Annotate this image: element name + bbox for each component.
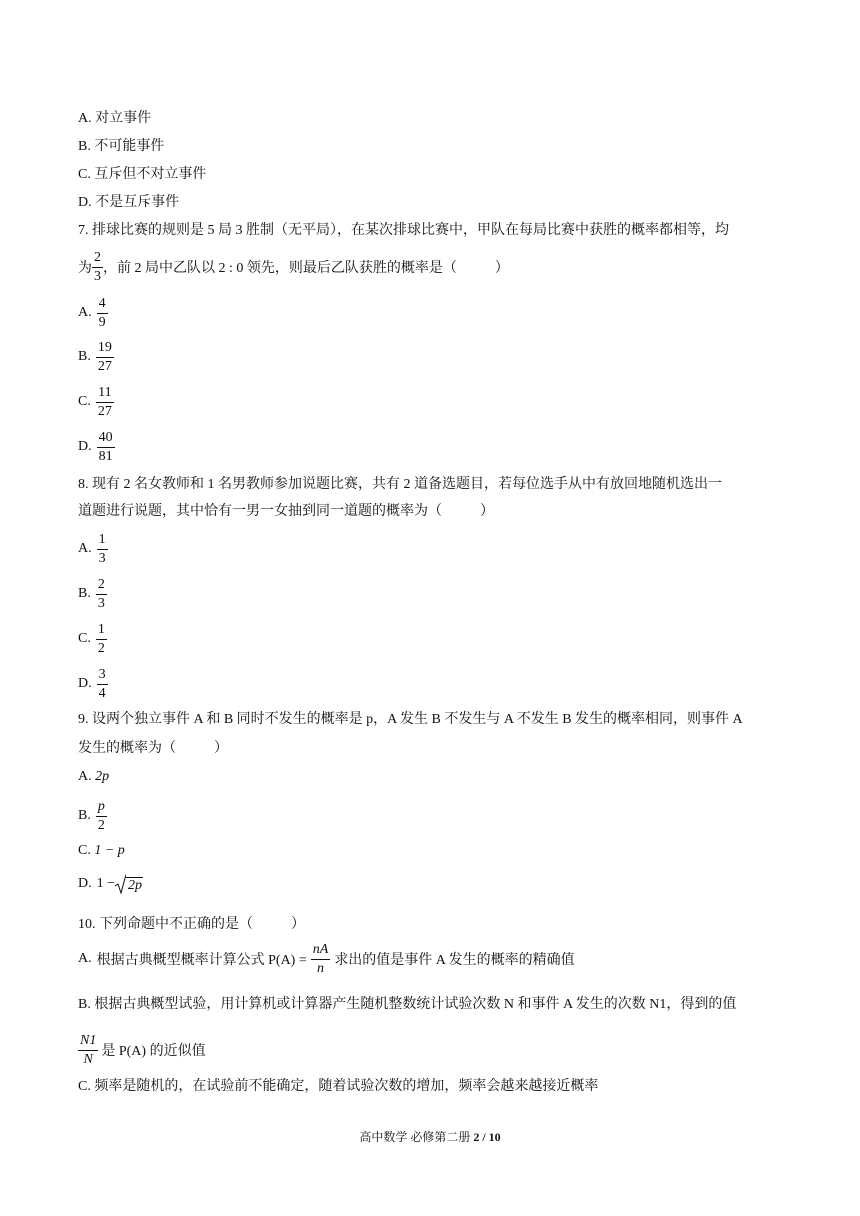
option-fraction: [97, 668, 108, 701]
q7-stem-post: ，前 2 局中乙队以 2 : 0 领先，则最后乙队获胜的概率是（: [103, 261, 457, 276]
q10-close-paren: ）: [291, 917, 305, 932]
option-label: C.: [78, 394, 91, 409]
q8-option-c: [78, 620, 107, 658]
fraction-numerator: 11: [98, 384, 112, 400]
q10-stem: [78, 916, 305, 934]
fraction-numerator: 40: [98, 429, 113, 445]
fraction-denominator: 3: [94, 268, 101, 284]
q7-option-d: [78, 428, 115, 466]
option-fraction: [97, 297, 108, 330]
q7-stem-line1: 7. 排球比赛的规则是 5 局 3 胜制（无平局），在某次排球比赛中，甲队在每局比赛中获胜的概率都相等，均: [78, 223, 729, 238]
q7-option-c: [78, 383, 114, 421]
option-label: A.: [78, 769, 92, 784]
option-text-pre: 1 −: [96, 876, 116, 891]
option-text: 1 − p: [94, 843, 125, 858]
q7-option-b: [78, 338, 114, 376]
option-text: 不可能事件: [94, 139, 165, 154]
option-text: 互斥但不对立事件: [94, 167, 207, 182]
fraction-denominator: 27: [97, 403, 112, 419]
option-text: 对立事件: [95, 111, 152, 126]
option-label: B.: [78, 139, 91, 154]
footer-subject: 高中数学 必修第二册: [359, 1130, 474, 1144]
q9-stem-line1: 9. 设两个独立事件 A 和 B 同时不发生的概率是 p，A 发生 B 不发生与 A 不发生 B 发生的概率相同，则事件 A: [78, 712, 743, 727]
option-label: B.: [78, 808, 91, 823]
option-text: 根据古典概型试验，用计算机或计算器产生随机整数统计试验次数 N 和事件 A 发生的次数 N1，得到的值: [94, 997, 737, 1012]
option-text-post: 求出的值是事件 A 发生的概率的精确值: [334, 953, 575, 968]
q10-option-a: [78, 940, 575, 978]
q6-option-b: [78, 138, 164, 156]
fraction-numerator: 1: [98, 531, 106, 547]
option-label: B.: [78, 586, 91, 601]
q8-stem-line1: 8. 现有 2 名女教师和 1 名男教师参加说题比赛，共有 2 道备选题目，若每位选手从中有放回地随机选出一: [78, 477, 722, 492]
fraction-numerator: 1: [97, 621, 105, 637]
fraction-denominator: 3: [98, 550, 106, 566]
option-label: A.: [78, 305, 92, 320]
fraction-numerator: 19: [97, 339, 112, 355]
fraction-denominator: n: [317, 960, 325, 976]
fraction-numerator: 3: [98, 666, 106, 682]
option-text: 频率是随机的，在试验前不能确定，随着试验次数的增加，频率会越来越接近概率: [94, 1079, 599, 1094]
fraction-numerator: N1: [80, 1032, 97, 1048]
page-number: 2 / 10: [473, 1130, 501, 1144]
fraction-denominator: 3: [97, 595, 105, 611]
fraction-denominator: 81: [98, 448, 113, 464]
option-text: 2p: [95, 769, 110, 784]
option-label: D.: [78, 876, 92, 891]
option-label: C.: [78, 167, 91, 182]
q7-stem-line2: [78, 248, 509, 286]
fraction-numerator: p: [97, 798, 105, 814]
q10-stem-text: 10. 下列命题中不正确的是（: [78, 917, 253, 932]
q6-option-a: [78, 110, 151, 128]
q7-close-paren: ）: [494, 261, 509, 276]
option-fraction: [96, 386, 114, 419]
q8-option-d: [78, 665, 108, 703]
q9-option-d: [78, 872, 143, 896]
option-text-pre: 根据古典概型概率计算公式 P(A) =: [96, 953, 307, 968]
option-label: A.: [78, 951, 92, 966]
option-label: A.: [78, 541, 92, 556]
option-fraction: [78, 1034, 98, 1067]
option-label: B.: [78, 997, 91, 1012]
option-label: C.: [78, 843, 91, 858]
q9-option-b: [78, 796, 107, 836]
fraction-numerator: 2: [97, 576, 105, 592]
q9-stem-line2: [78, 740, 228, 758]
option-label: C.: [78, 1079, 91, 1094]
q8-close-paren: ）: [480, 504, 494, 519]
q6-option-d: [78, 194, 179, 212]
fraction-numerator: 4: [98, 295, 106, 311]
fraction-numerator: nA: [312, 941, 329, 957]
option-fraction: [96, 578, 107, 611]
q10-option-c: [78, 1078, 598, 1096]
q10-option-b-continued: [78, 1030, 206, 1070]
q8-stem-text: 道题进行说题，其中恰有一男一女抽到同一道题的概率为（: [78, 504, 442, 519]
option-fraction: [96, 800, 107, 833]
option-text-post: 是 P(A) 的近似值: [101, 1044, 206, 1059]
square-root: [115, 874, 143, 894]
q8-stem-line2: [78, 503, 494, 521]
q9-option-a: [78, 768, 109, 786]
fraction-denominator: N: [83, 1051, 93, 1067]
fraction-denominator: 9: [98, 314, 106, 330]
q9-stem-text: 发生的概率为（: [78, 741, 176, 756]
option-label: D.: [78, 676, 92, 691]
option-label: B.: [78, 349, 91, 364]
q7-fraction: [92, 251, 103, 284]
page-footer: [0, 1128, 860, 1145]
option-fraction: [97, 533, 108, 566]
radical-sign-icon: [115, 874, 126, 894]
option-label: D.: [78, 439, 92, 454]
option-fraction: [311, 943, 331, 976]
q7-stem-pre: 为: [78, 261, 92, 276]
q9-option-c: [78, 842, 125, 860]
fraction-numerator: 2: [94, 249, 101, 265]
radicand: 2p: [128, 878, 143, 893]
option-fraction: [96, 341, 114, 374]
q8-option-a: [78, 530, 108, 568]
fraction-denominator: 4: [98, 685, 106, 701]
option-fraction: [97, 431, 115, 464]
option-label: A.: [78, 111, 92, 126]
q6-option-c: [78, 166, 206, 184]
option-label: C.: [78, 631, 91, 646]
q9-close-paren: ）: [214, 741, 228, 756]
q8-option-b: [78, 575, 107, 613]
fraction-denominator: 2: [97, 640, 105, 656]
q7-option-a: [78, 294, 108, 332]
q10-option-b: [78, 996, 736, 1014]
option-label: D.: [78, 195, 92, 210]
option-text: 不是互斥事件: [95, 195, 180, 210]
option-fraction: [96, 623, 107, 656]
fraction-denominator: 2: [97, 817, 105, 833]
fraction-denominator: 27: [97, 358, 112, 374]
